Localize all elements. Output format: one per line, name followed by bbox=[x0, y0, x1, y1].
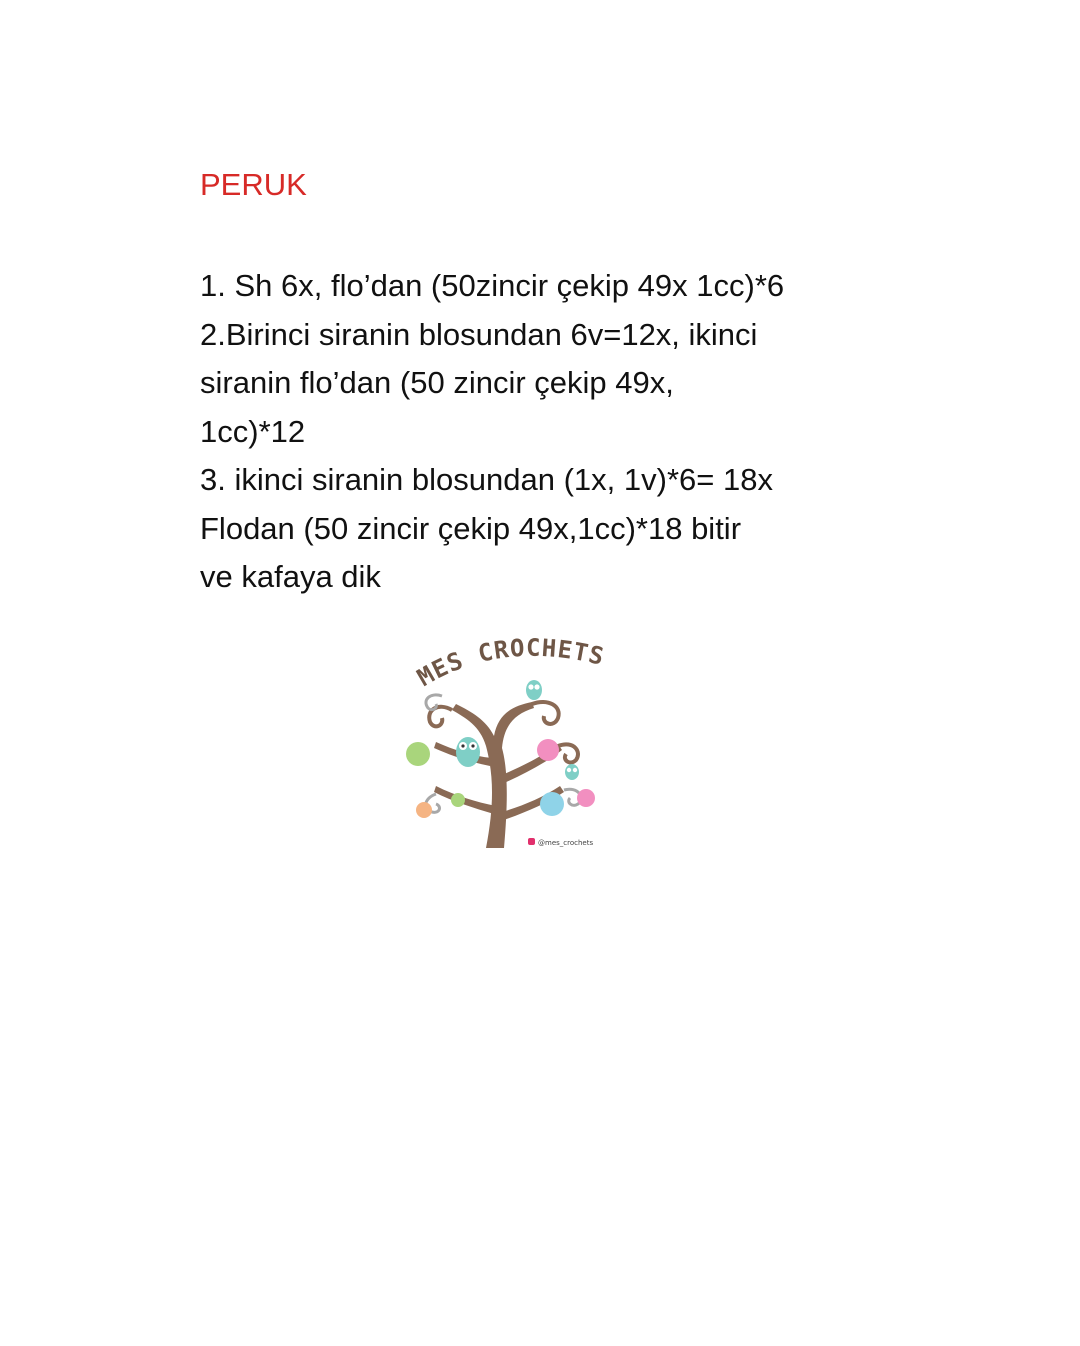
pattern-instructions bbox=[200, 262, 900, 602]
instruction-line: ve kafaya dik bbox=[200, 559, 381, 594]
tree-trunk bbox=[434, 702, 564, 848]
instruction-line: Flodan (50 zincir çekip 49x,1cc)*18 bitir bbox=[200, 510, 742, 546]
yarn-ball-icon bbox=[577, 789, 595, 807]
brand-text: MES CROCHETS bbox=[412, 633, 608, 692]
owl-icon bbox=[526, 680, 542, 700]
instagram-icon bbox=[528, 838, 535, 845]
mes-crochets-logo bbox=[382, 626, 622, 856]
instruction-line: 3. ikinci siranin blosundan (1x, 1v)*6= 18x bbox=[200, 462, 773, 497]
owl-icon bbox=[565, 764, 579, 780]
yarn-ball-icon bbox=[537, 739, 559, 761]
instagram-handle: @mes_crochets bbox=[538, 839, 594, 847]
tree-logo-icon bbox=[382, 626, 622, 856]
owl-icon bbox=[456, 737, 480, 767]
yarn-ball-icon bbox=[416, 802, 432, 818]
instruction-line: 1cc)*12 bbox=[200, 413, 306, 449]
yarn-ball-icon bbox=[451, 793, 465, 807]
yarn-ball-icon bbox=[540, 792, 564, 816]
instruction-line: 1. Sh 6x, flo’dan (50zincir çekip 49x 1cc)*6 bbox=[200, 268, 785, 303]
instruction-line: 2.Birinci siranin blosundan 6v=12x, ikinci bbox=[200, 316, 758, 352]
instruction-line: siranin flo’dan (50 zincir çekip 49x, bbox=[200, 365, 674, 400]
pattern-title: PERUK bbox=[200, 167, 307, 202]
yarn-ball-icon bbox=[406, 742, 430, 766]
